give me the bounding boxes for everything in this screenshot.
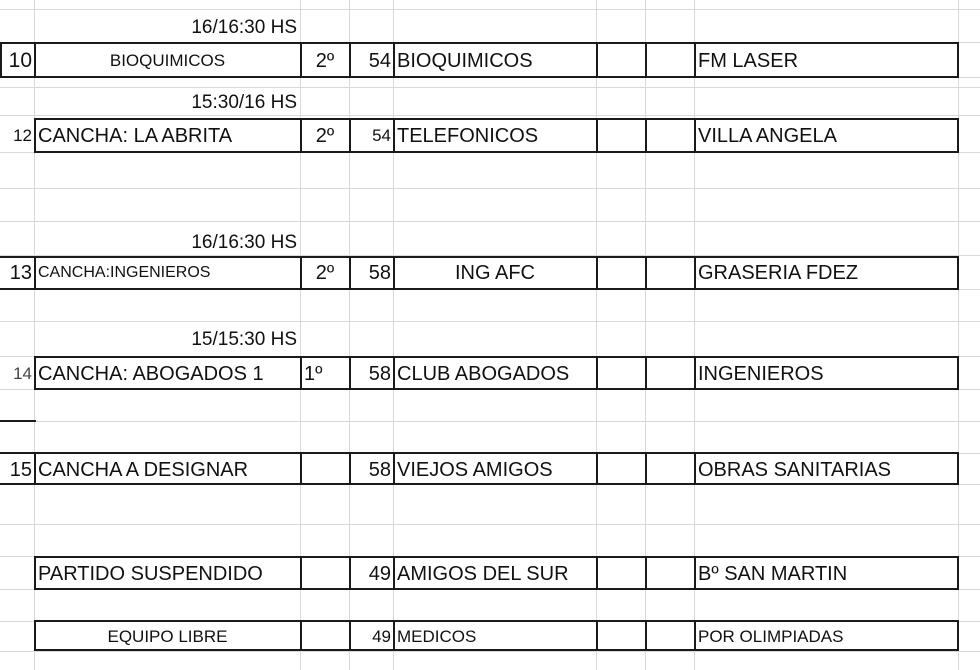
cell-border: [393, 620, 395, 651]
cell-border: [34, 452, 36, 485]
division-cell: [301, 456, 349, 483]
team-a-cell: MEDICOS: [394, 623, 596, 649]
cell-border: [596, 452, 598, 485]
category-cell: 58: [350, 359, 393, 388]
cell-border: [0, 420, 36, 422]
cell-border: [34, 256, 36, 290]
cell-border: [645, 452, 647, 485]
venue-cell: CANCHA:INGENIEROS: [35, 258, 300, 288]
match-number: 14: [2, 359, 34, 388]
cell-border: [34, 388, 959, 390]
cell-border: [300, 356, 302, 390]
cell-border: [957, 118, 959, 153]
team-b-cell: Bº SAN MARTIN: [695, 559, 958, 588]
cell-border: [349, 118, 351, 153]
team-b-cell: VILLA ANGELA: [695, 120, 958, 151]
cell-border: [34, 556, 36, 590]
cell-border: [34, 649, 959, 651]
division-cell: 2º: [301, 45, 349, 76]
cell-border: [0, 42, 2, 78]
cell-border: [957, 452, 959, 485]
cell-border: [645, 42, 647, 78]
cell-border: [694, 452, 696, 485]
cell-border: [34, 42, 36, 78]
venue-cell: PARTIDO SUSPENDIDO: [35, 559, 300, 588]
cell-border: [34, 118, 36, 153]
gridline: [0, 87, 980, 88]
cell-border: [393, 452, 395, 485]
cell-border: [300, 556, 302, 590]
gridline: [0, 524, 980, 525]
gridline: [0, 321, 980, 322]
match-number: 12: [2, 120, 34, 151]
cell-border: [349, 356, 351, 390]
gridline: [0, 221, 980, 222]
cell-border: [957, 42, 959, 78]
cell-border: [34, 118, 959, 120]
gridline: [0, 115, 980, 116]
division-cell: 2º: [301, 258, 349, 288]
match-time: 15/15:30 HS: [100, 326, 299, 352]
cell-border: [0, 483, 959, 485]
cell-border: [300, 256, 302, 290]
cell-border: [957, 620, 959, 651]
cell-border: [596, 42, 598, 78]
team-a-cell: BIOQUIMICOS: [394, 45, 596, 76]
cell-border: [645, 256, 647, 290]
category-cell: 49: [350, 559, 393, 588]
division-cell: [301, 559, 349, 588]
team-b-cell: OBRAS SANITARIAS: [695, 456, 958, 483]
cell-border: [645, 556, 647, 590]
venue-cell: CANCHA: ABOGADOS 1: [35, 359, 300, 388]
cell-border: [957, 556, 959, 590]
cell-border: [300, 452, 302, 485]
cell-border: [300, 118, 302, 153]
category-cell: 54: [350, 45, 393, 76]
cell-border: [596, 118, 598, 153]
cell-border: [349, 556, 351, 590]
division-cell: [301, 623, 349, 649]
cell-border: [0, 256, 959, 258]
match-number: 15: [2, 456, 34, 483]
cell-border: [0, 76, 959, 78]
venue-cell: CANCHA: LA ABRITA: [35, 120, 300, 151]
cell-border: [300, 620, 302, 651]
gridline: [0, 651, 980, 652]
cell-border: [596, 356, 598, 390]
gridline: [0, 421, 980, 422]
cell-border: [0, 288, 959, 290]
team-a-cell: VIEJOS AMIGOS: [394, 456, 596, 483]
cell-border: [645, 356, 647, 390]
cell-border: [393, 256, 395, 290]
category-cell: 58: [350, 258, 393, 288]
division-cell: 2º: [301, 120, 349, 151]
cell-border: [393, 118, 395, 153]
cell-border: [393, 556, 395, 590]
category-cell: 54: [350, 120, 393, 151]
cell-border: [645, 118, 647, 153]
cell-border: [34, 620, 959, 622]
team-a-cell: TELEFONICOS: [394, 120, 596, 151]
cell-border: [0, 452, 959, 454]
cell-border: [694, 256, 696, 290]
cell-border: [393, 356, 395, 390]
match-number: 10: [2, 45, 34, 76]
cell-border: [34, 620, 36, 651]
cell-border: [694, 118, 696, 153]
cell-border: [349, 256, 351, 290]
match-time: 16/16:30 HS: [100, 14, 299, 40]
match-number: 13: [2, 258, 34, 288]
division-cell: 1º: [301, 359, 349, 388]
cell-border: [34, 588, 959, 590]
cell-border: [34, 556, 959, 558]
cell-border: [694, 42, 696, 78]
cell-border: [957, 356, 959, 390]
team-b-cell: INGENIEROS: [695, 359, 958, 388]
cell-border: [349, 452, 351, 485]
cell-border: [393, 42, 395, 78]
venue-cell: CANCHA A DESIGNAR: [35, 456, 300, 483]
match-time: 15:30/16 HS: [100, 90, 299, 114]
team-b-cell: FM LASER: [695, 45, 958, 76]
team-b-cell: POR OLIMPIADAS: [695, 623, 958, 649]
category-cell: 49: [350, 623, 393, 649]
match-time: 16/16:30 HS: [100, 231, 299, 253]
cell-border: [300, 42, 302, 78]
cell-border: [349, 42, 351, 78]
cell-border: [34, 356, 959, 358]
cell-border: [34, 356, 36, 390]
team-a-cell: ING AFC: [394, 258, 596, 288]
cell-border: [596, 256, 598, 290]
cell-border: [596, 620, 598, 651]
venue-cell: BIOQUIMICOS: [35, 45, 300, 76]
cell-border: [694, 620, 696, 651]
cell-border: [34, 151, 959, 153]
cell-border: [957, 256, 959, 290]
category-cell: 58: [350, 456, 393, 483]
cell-border: [694, 556, 696, 590]
gridline: [0, 9, 980, 10]
team-b-cell: GRASERIA FDEZ: [695, 258, 958, 288]
team-a-cell: AMIGOS DEL SUR: [394, 559, 596, 588]
cell-border: [596, 556, 598, 590]
cell-border: [0, 42, 959, 44]
gridline: [0, 188, 980, 189]
cell-border: [645, 620, 647, 651]
cell-border: [694, 356, 696, 390]
venue-cell: EQUIPO LIBRE: [35, 623, 300, 649]
team-a-cell: CLUB ABOGADOS: [394, 359, 596, 388]
cell-border: [349, 620, 351, 651]
